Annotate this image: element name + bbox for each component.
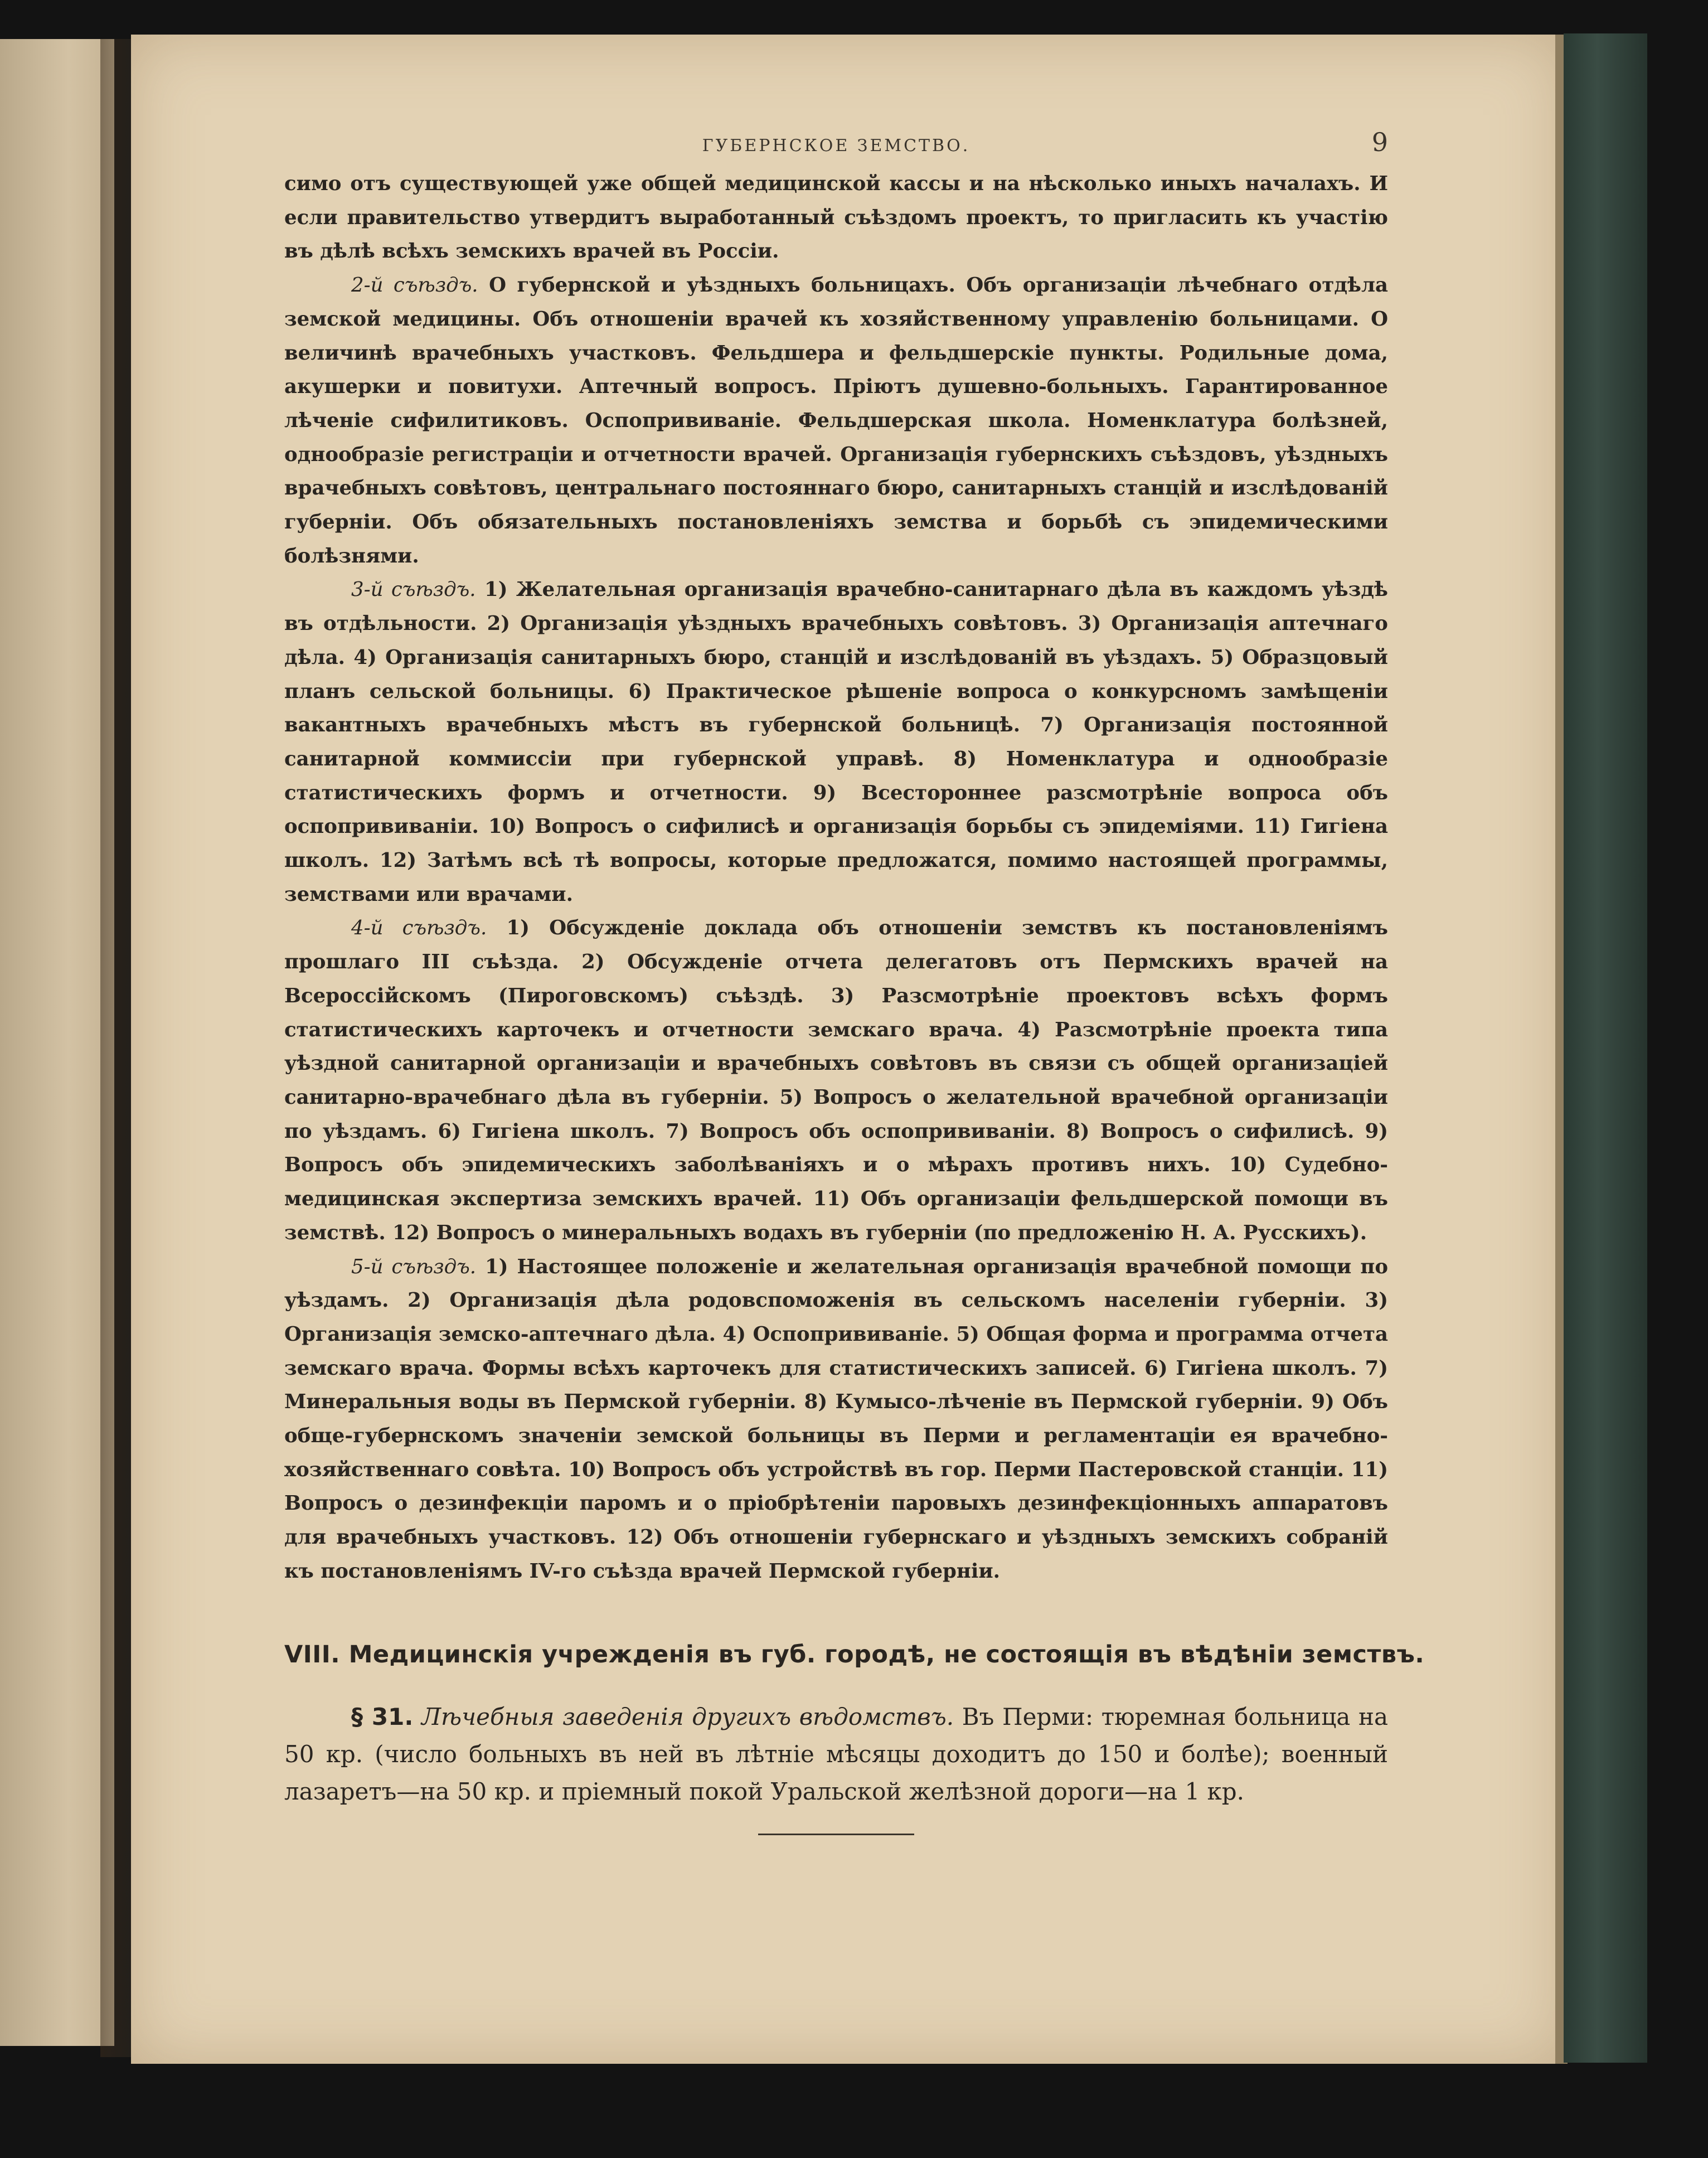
running-head (284, 123, 1388, 167)
section-text: Въ Перми: тюремная больница на 50 кр. (число больныхъ въ ней въ лѣтніе мѣсяцы доходитъ до 150 и болѣе); военный лазаретъ—на 50 кр. и пріемный покой Уральской желѣзной дороги—на 1 кр. (284, 1703, 1388, 1805)
paragraph-continuation (284, 167, 1388, 269)
paragraph-lead: 5-й съѣздъ. (351, 1255, 477, 1278)
section-lead: Лѣчебныя заведенія другихъ вѣдомствъ. (421, 1703, 954, 1730)
section-number: § 31. (351, 1703, 414, 1730)
paragraph-congress-3 (284, 573, 1388, 911)
paragraph-text: 1) Желательная организація врачебно-санитарнаго дѣла въ каждомъ уѣздѣ въ отдѣльности. 2) Организація уѣздныхъ врачебныхъ совѣтовъ. 3) Организація аптечнаго дѣла. 4) Организація санитарныхъ бюро, станцій и изслѣдованій въ уѣздахъ. 5) Образцовый планъ сельской больницы. 6) Практическое рѣшеніе вопроса о конкурсномъ замѣщеніи вакантныхъ врачебныхъ мѣстъ въ губернской больницѣ. 7) Организація постоянной санитарной коммиссіи при губернской управѣ. 8) Номенклатура и однообразіе статистическихъ формъ и отчетности. 9) Всестороннее разсмотрѣніе вопроса объ оспопрививаніи. 10) Вопросъ о сифилисѣ и организація борьбы съ эпидеміями. 11) Гигіена школъ. 12) Затѣмъ всѣ тѣ вопросы, которые предложатся, помимо настоящей программы, земствами или врачами. (284, 578, 1388, 906)
paragraph-text: симо отъ существующей уже общей медицинской кассы и на нѣсколько иныхъ началахъ. И если правительство утвердитъ выработанный съѣздомъ проектъ, то пригласить къ участію въ дѣлѣ всѣхъ земскихъ врачей въ Россіи. (284, 172, 1388, 263)
paragraph-text: 1) Настоящее положеніе и желательная организація врачебной помощи по уѣздамъ. 2) Организація дѣла родовспоможенія въ сельскомъ населеніи губерніи. 3) Организація земско-аптечнаго дѣла. 4) Оспопрививаніе. 5) Общая форма и программа отчета земскаго врача. Формы всѣхъ карточекъ для статистическихъ записей. 6) Гигіена школъ. 7) Минеральныя воды въ Пермской губерніи. 8) Кумысо-лѣченіе въ Пермской губерніи. 9) Объ обще-губернскомъ значеніи земской больницы въ Перми и регламентаціи ея врачебно-хозяйственнаго совѣта. 10) Вопросъ объ устройствѣ въ гор. Перми Пастеровской станціи. 11) Вопросъ о дезинфекціи паромъ и о пріобрѣтеніи паровыхъ дезинфекціонныхъ аппаратовъ для врачебныхъ участковъ. 12) Объ отношеніи губернскаго и уѣздныхъ земскихъ собраній къ постановленіямъ IV-го съѣзда врачей Пермской губерніи. (284, 1255, 1389, 1583)
section-heading: VIII. Медицинскія учрежденія въ губ. городѣ, не состоящія въ вѣдѣніи земствъ. (284, 1640, 1425, 1669)
page-number: 9 (1371, 127, 1388, 157)
paragraph-congress-5 (284, 1250, 1388, 1589)
paragraph-lead: 4-й съѣздъ. (351, 916, 487, 940)
paragraph-lead: 3-й съѣздъ. (351, 578, 476, 602)
section-paragraph (284, 1698, 1388, 1810)
page-content (284, 123, 1425, 1835)
closing-rule (758, 1834, 914, 1835)
cover-board (1564, 33, 1647, 2063)
paragraph-congress-4 (284, 911, 1388, 1250)
paragraph-congress-2 (284, 269, 1388, 573)
paragraph-text: О губернской и уѣздныхъ больницахъ. Объ организаціи лѣчебнаго отдѣла земской медицины. Объ отношеніи врачей къ хозяйственному управленію больницами. О величинѣ врачебныхъ участковъ. Фельдшера и фельдшерскіе пункты. Родильные дома, акушерки и повитухи. Аптечный вопросъ. Пріютъ душевно-больныхъ. Гарантированное лѣченіе сифилитиковъ. Оспопрививаніе. Фельдшерская школа. Номенклатура болѣзней, однообразіе регистраціи и отчетности врачей. Организація губернскихъ съѣздовъ, уѣздныхъ врачебныхъ совѣтовъ, центральнаго постояннаго бюро, санитарныхъ станцій и изслѣдованій губерніи. Объ обязательныхъ постановленіяхъ земства и борьбѣ съ эпидемическими болѣзнями. (284, 274, 1389, 568)
paragraph-lead: 2-й съѣздъ. (351, 274, 478, 297)
running-title: ГУБЕРНСКОЕ ЗЕМСТВО. (702, 136, 971, 156)
paragraph-text: 1) Обсужденіе доклада объ отношеніи земствъ къ постановленіямъ прошлаго III съѣзда. 2) Обсужденіе отчета делегатовъ отъ Пермскихъ врачей на Всероссійскомъ (Пироговскомъ) съѣздѣ. 3) Разсмотрѣніе проектовъ всѣхъ формъ статистическихъ карточекъ и отчетности земскаго врача. 4) Разсмотрѣніе проекта типа уѣздной санитарной организаціи и врачебныхъ совѣтовъ въ связи съ общей организаціей санитарно-врачебнаго дѣла въ губерніи. 5) Вопросъ о желательной врачебной организаціи по уѣздамъ. 6) Гигіена школъ. 7) Вопросъ объ оспопрививаніи. 8) Вопросъ о сифилисѣ. 9) Вопросъ объ эпидемическихъ заболѣваніяхъ и о мѣрахъ противъ нихъ. 10) Судебно-медицинская экспертиза земскихъ врачей. 11) Объ организаціи фельдшерской помощи въ земствѣ. 12) Вопросъ о минеральныхъ водахъ въ губерніи (по предложенію Н. А. Русскихъ). (284, 916, 1388, 1244)
previous-page-edge (0, 39, 114, 2046)
